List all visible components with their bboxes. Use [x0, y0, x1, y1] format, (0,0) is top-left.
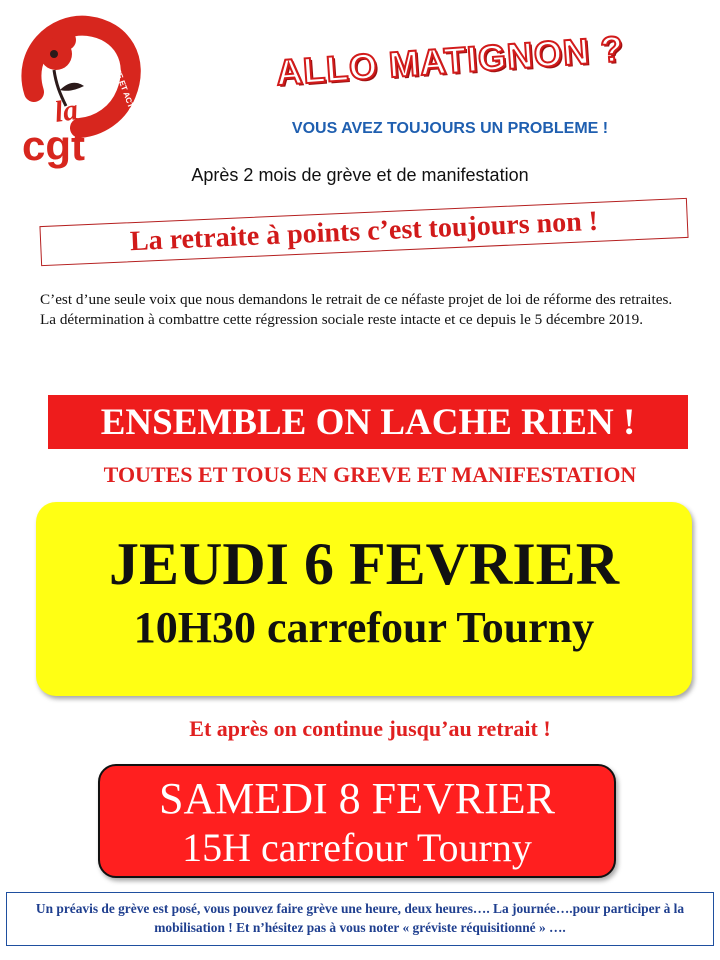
- cgt-logo: [14, 14, 154, 169]
- rallying-banner: [48, 395, 688, 449]
- call-to-action: TOUTES ET TOUS EN GREVE ET MANIFESTATION: [103, 462, 637, 487]
- event-2-date: SAMEDI 8 FEVRIER: [158, 774, 556, 823]
- event-2-box: [98, 764, 616, 878]
- strike-notice: Un préavis de grève est posé, vous pouvez faire grève une heure, deux heures…. La journée….pour participer à la mobilisation ! Et n’hésitez pas à vous noter « gréviste réquisitionné » ….: [6, 892, 714, 946]
- page-subtitle: VOUS AVEZ TOUJOURS UN PROBLEME !: [291, 120, 609, 137]
- slogan-box: [39, 198, 688, 266]
- slogan-text: La retraite à points c’est toujours non !: [129, 205, 599, 258]
- logo-la-text: la: [52, 93, 81, 129]
- svg-text:SANTE ET ACTION SOCIALE: SANTE ET ACTION SOCIALE: [107, 51, 154, 158]
- continuation-text: Et après on continue jusqu’au retrait !: [189, 716, 551, 741]
- logo-cgt-text: cgt: [22, 122, 85, 169]
- event-2-place: 15H carrefour Tourny: [182, 825, 532, 870]
- page-title: ALLO MATIGNON ?: [274, 27, 626, 94]
- event-1-box: [36, 502, 692, 696]
- paragraph-line-2: La détermination à combattre cette régression sociale reste intacte et ce depuis le 5 décembre 2019.: [40, 311, 644, 328]
- body-paragraph: [40, 290, 680, 330]
- event-1-date: JEUDI 6 FEVRIER: [108, 531, 620, 597]
- intro-text: Après 2 mois de grève et de manifestation: [191, 165, 529, 185]
- paragraph-line-1: C’est d’une seule voix que nous demandons le retrait de ce néfaste projet de loi de réforme des retraites.: [40, 291, 673, 308]
- event-1-place: 10H30 carrefour Tourny: [133, 603, 595, 652]
- banner-text: ENSEMBLE ON LACHE RIEN !: [100, 401, 636, 443]
